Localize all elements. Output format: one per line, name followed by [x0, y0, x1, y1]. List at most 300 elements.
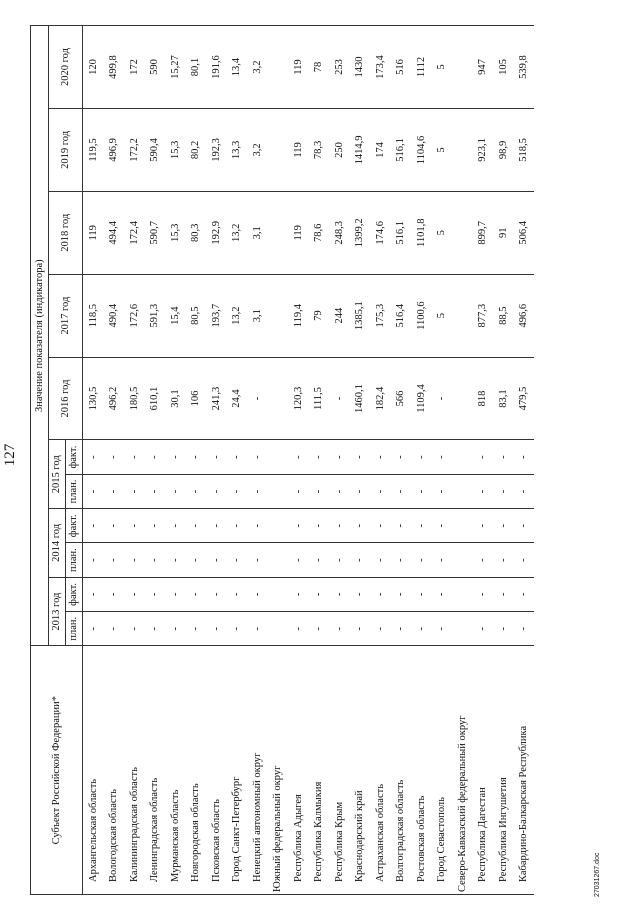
value-cell: 923,1: [473, 109, 494, 192]
value-cell: 173,4: [370, 26, 391, 109]
fact-cell: -: [186, 509, 207, 543]
fact-cell: -: [493, 509, 514, 543]
plan-cell: -: [473, 612, 494, 646]
value-cell: 193,7: [206, 274, 227, 357]
plan-cell: -: [165, 474, 186, 508]
plan-cell: -: [165, 612, 186, 646]
fact-cell: -: [411, 440, 432, 474]
value-cell: 248,3: [329, 191, 350, 274]
value-cell: 494,4: [104, 191, 125, 274]
value-cell: 516,1: [391, 191, 412, 274]
table-row: [329, 26, 350, 895]
page-number: 127: [2, 443, 18, 467]
fact-cell: -: [493, 577, 514, 611]
value-cell: 490,4: [104, 274, 125, 357]
value-cell: 192,9: [206, 191, 227, 274]
plan-cell: -: [124, 543, 145, 577]
value-cell: [452, 357, 473, 440]
plan-cell: -: [309, 474, 330, 508]
fact-cell: -: [186, 440, 207, 474]
fact-cell: -: [104, 440, 125, 474]
plan-cell: [452, 543, 473, 577]
table-row: [165, 26, 186, 895]
fact-cell: -: [247, 509, 268, 543]
plan-cell: -: [227, 612, 248, 646]
plan-cell: -: [288, 543, 309, 577]
fact-cell: -: [165, 440, 186, 474]
value-cell: 15,3: [165, 191, 186, 274]
value-cell: 506,4: [514, 191, 535, 274]
plan-cell: -: [145, 612, 166, 646]
fact-cell: -: [350, 577, 371, 611]
year-header: 2018 год: [49, 191, 83, 274]
value-cell: 106: [186, 357, 207, 440]
plan-cell: -: [206, 543, 227, 577]
fact-cell: [268, 509, 289, 543]
fact-cell: -: [206, 440, 227, 474]
value-cell: 5: [432, 274, 453, 357]
fact-cell: -: [124, 440, 145, 474]
plan-cell: -: [145, 543, 166, 577]
value-cell: 590: [145, 26, 166, 109]
region-name: Мурманская область: [165, 646, 186, 895]
fact-cell: -: [432, 440, 453, 474]
value-cell: 119: [83, 191, 104, 274]
plan-cell: [268, 612, 289, 646]
plan-cell: -: [411, 474, 432, 508]
value-cell: 1414,9: [350, 109, 371, 192]
fact-cell: -: [247, 440, 268, 474]
fact-cell: [452, 509, 473, 543]
fact-cell: -: [473, 509, 494, 543]
value-cell: 516,4: [391, 274, 412, 357]
fact-cell: -: [514, 577, 535, 611]
fact-cell: -: [206, 509, 227, 543]
value-cell: 172,2: [124, 109, 145, 192]
value-cell: 172: [124, 26, 145, 109]
year-header: 2017 год: [49, 274, 83, 357]
value-cell: 91: [493, 191, 514, 274]
year-header: 2016 год: [49, 357, 83, 440]
fact-cell: -: [309, 509, 330, 543]
group-row: [268, 26, 289, 895]
fact-cell: -: [473, 440, 494, 474]
value-cell: 15,4: [165, 274, 186, 357]
fact-cell: -: [288, 509, 309, 543]
plan-cell: -: [329, 612, 350, 646]
value-cell: 479,5: [514, 357, 535, 440]
value-cell: 79: [309, 274, 330, 357]
value-cell: 1460,1: [350, 357, 371, 440]
year-header: 2019 год: [49, 109, 83, 192]
plan-cell: -: [391, 474, 412, 508]
plan-cell: -: [370, 612, 391, 646]
fact-header: факт.: [66, 440, 83, 474]
plan-cell: -: [432, 474, 453, 508]
table-row: [288, 26, 309, 895]
value-cell: [452, 274, 473, 357]
value-cell: 13,2: [227, 274, 248, 357]
table-row: [227, 26, 248, 895]
value-cell: 13,3: [227, 109, 248, 192]
value-cell: 1385,1: [350, 274, 371, 357]
value-cell: 13,4: [227, 26, 248, 109]
fact-cell: -: [288, 577, 309, 611]
fact-cell: -: [165, 577, 186, 611]
value-cell: 1430: [350, 26, 371, 109]
value-cell: 3,2: [247, 26, 268, 109]
fact-cell: [452, 440, 473, 474]
value-cell: 192,3: [206, 109, 227, 192]
value-cell: 899,7: [473, 191, 494, 274]
plan-cell: -: [309, 612, 330, 646]
plan-cell: -: [247, 612, 268, 646]
table-row: [411, 26, 432, 895]
plan-cell: -: [329, 474, 350, 508]
table-row: [124, 26, 145, 895]
fact-cell: -: [411, 577, 432, 611]
fact-cell: -: [309, 577, 330, 611]
fact-cell: -: [124, 509, 145, 543]
table-row: [104, 26, 125, 895]
table-row: [186, 26, 207, 895]
region-name: Ненецкий автономный округ: [247, 646, 268, 895]
subject-header: Субъект Российской Федерации*: [31, 646, 83, 895]
region-name: Ростовская область: [411, 646, 432, 895]
value-cell: 80,1: [186, 26, 207, 109]
value-cell: 119: [288, 26, 309, 109]
value-cell: 947: [473, 26, 494, 109]
value-cell: 818: [473, 357, 494, 440]
region-name: Республика Крым: [329, 646, 350, 895]
indicator-table: [30, 25, 534, 895]
year-header: 2015 год: [49, 440, 66, 509]
region-name: Вологодская область: [104, 646, 125, 895]
value-cell: 24,4: [227, 357, 248, 440]
value-cell: 590,7: [145, 191, 166, 274]
fact-cell: -: [514, 509, 535, 543]
plan-cell: -: [186, 474, 207, 508]
value-cell: -: [247, 357, 268, 440]
district-name: Южный федеральный округ: [268, 646, 289, 895]
plan-cell: -: [391, 612, 412, 646]
plan-cell: -: [104, 474, 125, 508]
plan-cell: -: [288, 612, 309, 646]
fact-cell: -: [391, 509, 412, 543]
fact-cell: -: [370, 577, 391, 611]
table-row: [83, 26, 104, 895]
value-cell: 1399,2: [350, 191, 371, 274]
value-cell: [268, 357, 289, 440]
region-name: Краснодарский край: [350, 646, 371, 895]
value-cell: 119: [288, 191, 309, 274]
plan-cell: -: [288, 474, 309, 508]
plan-cell: -: [83, 474, 104, 508]
region-name: Архангельская область: [83, 646, 104, 895]
fact-cell: -: [309, 440, 330, 474]
region-name: Волгоградская область: [391, 646, 412, 895]
value-cell: 539,8: [514, 26, 535, 109]
plan-cell: -: [350, 543, 371, 577]
table-row: [247, 26, 268, 895]
value-cell: 174: [370, 109, 391, 192]
plan-header: план.: [66, 612, 83, 646]
value-cell: 518,5: [514, 109, 535, 192]
plan-cell: -: [104, 543, 125, 577]
value-cell: 80,2: [186, 109, 207, 192]
value-cell: 78,6: [309, 191, 330, 274]
value-cell: 1109,4: [411, 357, 432, 440]
region-name: Республика Адыгея: [288, 646, 309, 895]
value-cell: 15,27: [165, 26, 186, 109]
plan-cell: -: [370, 543, 391, 577]
fact-cell: -: [227, 440, 248, 474]
region-name: Республика Дагестан: [473, 646, 494, 895]
plan-cell: -: [411, 543, 432, 577]
value-cell: 80,3: [186, 191, 207, 274]
value-cell: 253: [329, 26, 350, 109]
plan-cell: -: [124, 612, 145, 646]
value-cell: 88,5: [493, 274, 514, 357]
fact-cell: -: [227, 509, 248, 543]
value-cell: 499,8: [104, 26, 125, 109]
fact-cell: -: [83, 577, 104, 611]
value-cell: 566: [391, 357, 412, 440]
plan-cell: -: [493, 474, 514, 508]
plan-cell: -: [329, 543, 350, 577]
value-cell: 180,5: [124, 357, 145, 440]
fact-cell: -: [83, 509, 104, 543]
fact-cell: -: [145, 440, 166, 474]
fact-cell: -: [165, 509, 186, 543]
value-cell: 172,6: [124, 274, 145, 357]
plan-cell: -: [227, 474, 248, 508]
plan-cell: -: [370, 474, 391, 508]
plan-cell: -: [206, 474, 227, 508]
value-cell: [268, 109, 289, 192]
plan-cell: -: [247, 474, 268, 508]
value-cell: 105: [493, 26, 514, 109]
value-cell: 78,3: [309, 109, 330, 192]
value-cell: [452, 191, 473, 274]
fact-cell: -: [329, 577, 350, 611]
fact-cell: -: [83, 440, 104, 474]
value-cell: 111,5: [309, 357, 330, 440]
value-cell: 250: [329, 109, 350, 192]
value-cell: [268, 274, 289, 357]
table-row: [309, 26, 330, 895]
value-cell: -: [432, 357, 453, 440]
value-cell: 83,1: [493, 357, 514, 440]
table-body: [83, 26, 535, 895]
value-cell: 15,3: [165, 109, 186, 192]
region-name: Кабардино-Балкарская Республика: [514, 646, 535, 895]
fact-cell: [268, 577, 289, 611]
plan-cell: -: [309, 543, 330, 577]
plan-cell: -: [247, 543, 268, 577]
value-cell: 3,1: [247, 274, 268, 357]
indicator-header: Значение показателя (индикатора): [31, 26, 49, 646]
value-cell: 3,1: [247, 191, 268, 274]
value-cell: 496,2: [104, 357, 125, 440]
fact-header: факт.: [66, 509, 83, 543]
value-cell: -: [329, 357, 350, 440]
plan-cell: -: [514, 474, 535, 508]
plan-cell: -: [493, 612, 514, 646]
fact-cell: -: [350, 509, 371, 543]
fact-cell: [268, 440, 289, 474]
plan-cell: -: [83, 543, 104, 577]
value-cell: 175,3: [370, 274, 391, 357]
value-cell: 1104,6: [411, 109, 432, 192]
value-cell: 119: [288, 109, 309, 192]
fact-cell: -: [104, 577, 125, 611]
value-cell: 3,2: [247, 109, 268, 192]
year-header: 2020 год: [49, 26, 83, 109]
plan-cell: -: [514, 612, 535, 646]
value-cell: 610,1: [145, 357, 166, 440]
table-row: [473, 26, 494, 895]
plan-cell: -: [432, 543, 453, 577]
region-name: Республика Ингушетия: [493, 646, 514, 895]
value-cell: 5: [432, 109, 453, 192]
value-cell: 120,3: [288, 357, 309, 440]
region-name: Новгородская область: [186, 646, 207, 895]
fact-cell: [452, 577, 473, 611]
plan-cell: -: [411, 612, 432, 646]
table-row: [350, 26, 371, 895]
fact-cell: -: [391, 440, 412, 474]
table-row: [206, 26, 227, 895]
plan-cell: -: [227, 543, 248, 577]
fact-cell: -: [514, 440, 535, 474]
value-cell: 516: [391, 26, 412, 109]
plan-cell: -: [186, 612, 207, 646]
table-row: [145, 26, 166, 895]
value-cell: [452, 26, 473, 109]
fact-cell: -: [329, 509, 350, 543]
value-cell: 182,4: [370, 357, 391, 440]
value-cell: 590,4: [145, 109, 166, 192]
plan-cell: [452, 474, 473, 508]
value-cell: 130,5: [83, 357, 104, 440]
value-cell: 496,6: [514, 274, 535, 357]
value-cell: 591,3: [145, 274, 166, 357]
value-cell: [452, 109, 473, 192]
table-header: [31, 26, 83, 895]
plan-cell: -: [493, 543, 514, 577]
fact-cell: -: [432, 509, 453, 543]
table-row: [493, 26, 514, 895]
fact-cell: -: [329, 440, 350, 474]
fact-cell: -: [247, 577, 268, 611]
value-cell: 98,9: [493, 109, 514, 192]
value-cell: 496,9: [104, 109, 125, 192]
fact-cell: -: [350, 440, 371, 474]
plan-header: план.: [66, 543, 83, 577]
plan-cell: -: [473, 543, 494, 577]
value-cell: 516,1: [391, 109, 412, 192]
region-name: Псковская область: [206, 646, 227, 895]
plan-cell: -: [473, 474, 494, 508]
value-cell: 191,6: [206, 26, 227, 109]
table-row: [391, 26, 412, 895]
plan-cell: -: [350, 474, 371, 508]
plan-cell: -: [186, 543, 207, 577]
table-row: [432, 26, 453, 895]
year-header: 2014 год: [49, 509, 66, 578]
plan-cell: -: [104, 612, 125, 646]
fact-cell: -: [186, 577, 207, 611]
value-cell: 30,1: [165, 357, 186, 440]
value-cell: 13,2: [227, 191, 248, 274]
value-cell: 1101,8: [411, 191, 432, 274]
value-cell: 120: [83, 26, 104, 109]
plan-cell: -: [165, 543, 186, 577]
region-name: Город Севастополь: [432, 646, 453, 895]
value-cell: 80,5: [186, 274, 207, 357]
fact-cell: -: [227, 577, 248, 611]
fact-cell: -: [104, 509, 125, 543]
value-cell: 5: [432, 26, 453, 109]
value-cell: 174,6: [370, 191, 391, 274]
fact-cell: -: [145, 577, 166, 611]
plan-cell: [452, 612, 473, 646]
value-cell: [268, 191, 289, 274]
footer-filename: 27031267.doc: [594, 852, 601, 897]
plan-cell: -: [124, 474, 145, 508]
region-name: Астраханская область: [370, 646, 391, 895]
value-cell: 1112: [411, 26, 432, 109]
value-cell: 119,5: [83, 109, 104, 192]
plan-header: план.: [66, 474, 83, 508]
table-row: [370, 26, 391, 895]
value-cell: [268, 26, 289, 109]
region-name: Республика Калмыкия: [309, 646, 330, 895]
plan-cell: -: [145, 474, 166, 508]
fact-cell: -: [206, 577, 227, 611]
plan-cell: -: [83, 612, 104, 646]
fact-cell: -: [145, 509, 166, 543]
fact-cell: -: [370, 509, 391, 543]
region-name: Ленинградская область: [145, 646, 166, 895]
value-cell: 241,3: [206, 357, 227, 440]
fact-cell: -: [370, 440, 391, 474]
fact-cell: -: [493, 440, 514, 474]
value-cell: 172,4: [124, 191, 145, 274]
value-cell: 118,5: [83, 274, 104, 357]
value-cell: 244: [329, 274, 350, 357]
table-row: [514, 26, 535, 895]
plan-cell: -: [432, 612, 453, 646]
fact-cell: -: [391, 577, 412, 611]
value-cell: 119,4: [288, 274, 309, 357]
fact-cell: -: [432, 577, 453, 611]
fact-cell: -: [288, 440, 309, 474]
region-name: Калининградская область: [124, 646, 145, 895]
value-cell: 877,3: [473, 274, 494, 357]
value-cell: 78: [309, 26, 330, 109]
plan-cell: -: [350, 612, 371, 646]
fact-cell: -: [124, 577, 145, 611]
plan-cell: -: [206, 612, 227, 646]
plan-cell: [268, 543, 289, 577]
district-name: Северо-Кавказский федеральный округ: [452, 646, 473, 895]
region-name: Город Санкт-Петербург: [227, 646, 248, 895]
fact-header: факт.: [66, 577, 83, 611]
fact-cell: -: [473, 577, 494, 611]
fact-cell: -: [411, 509, 432, 543]
